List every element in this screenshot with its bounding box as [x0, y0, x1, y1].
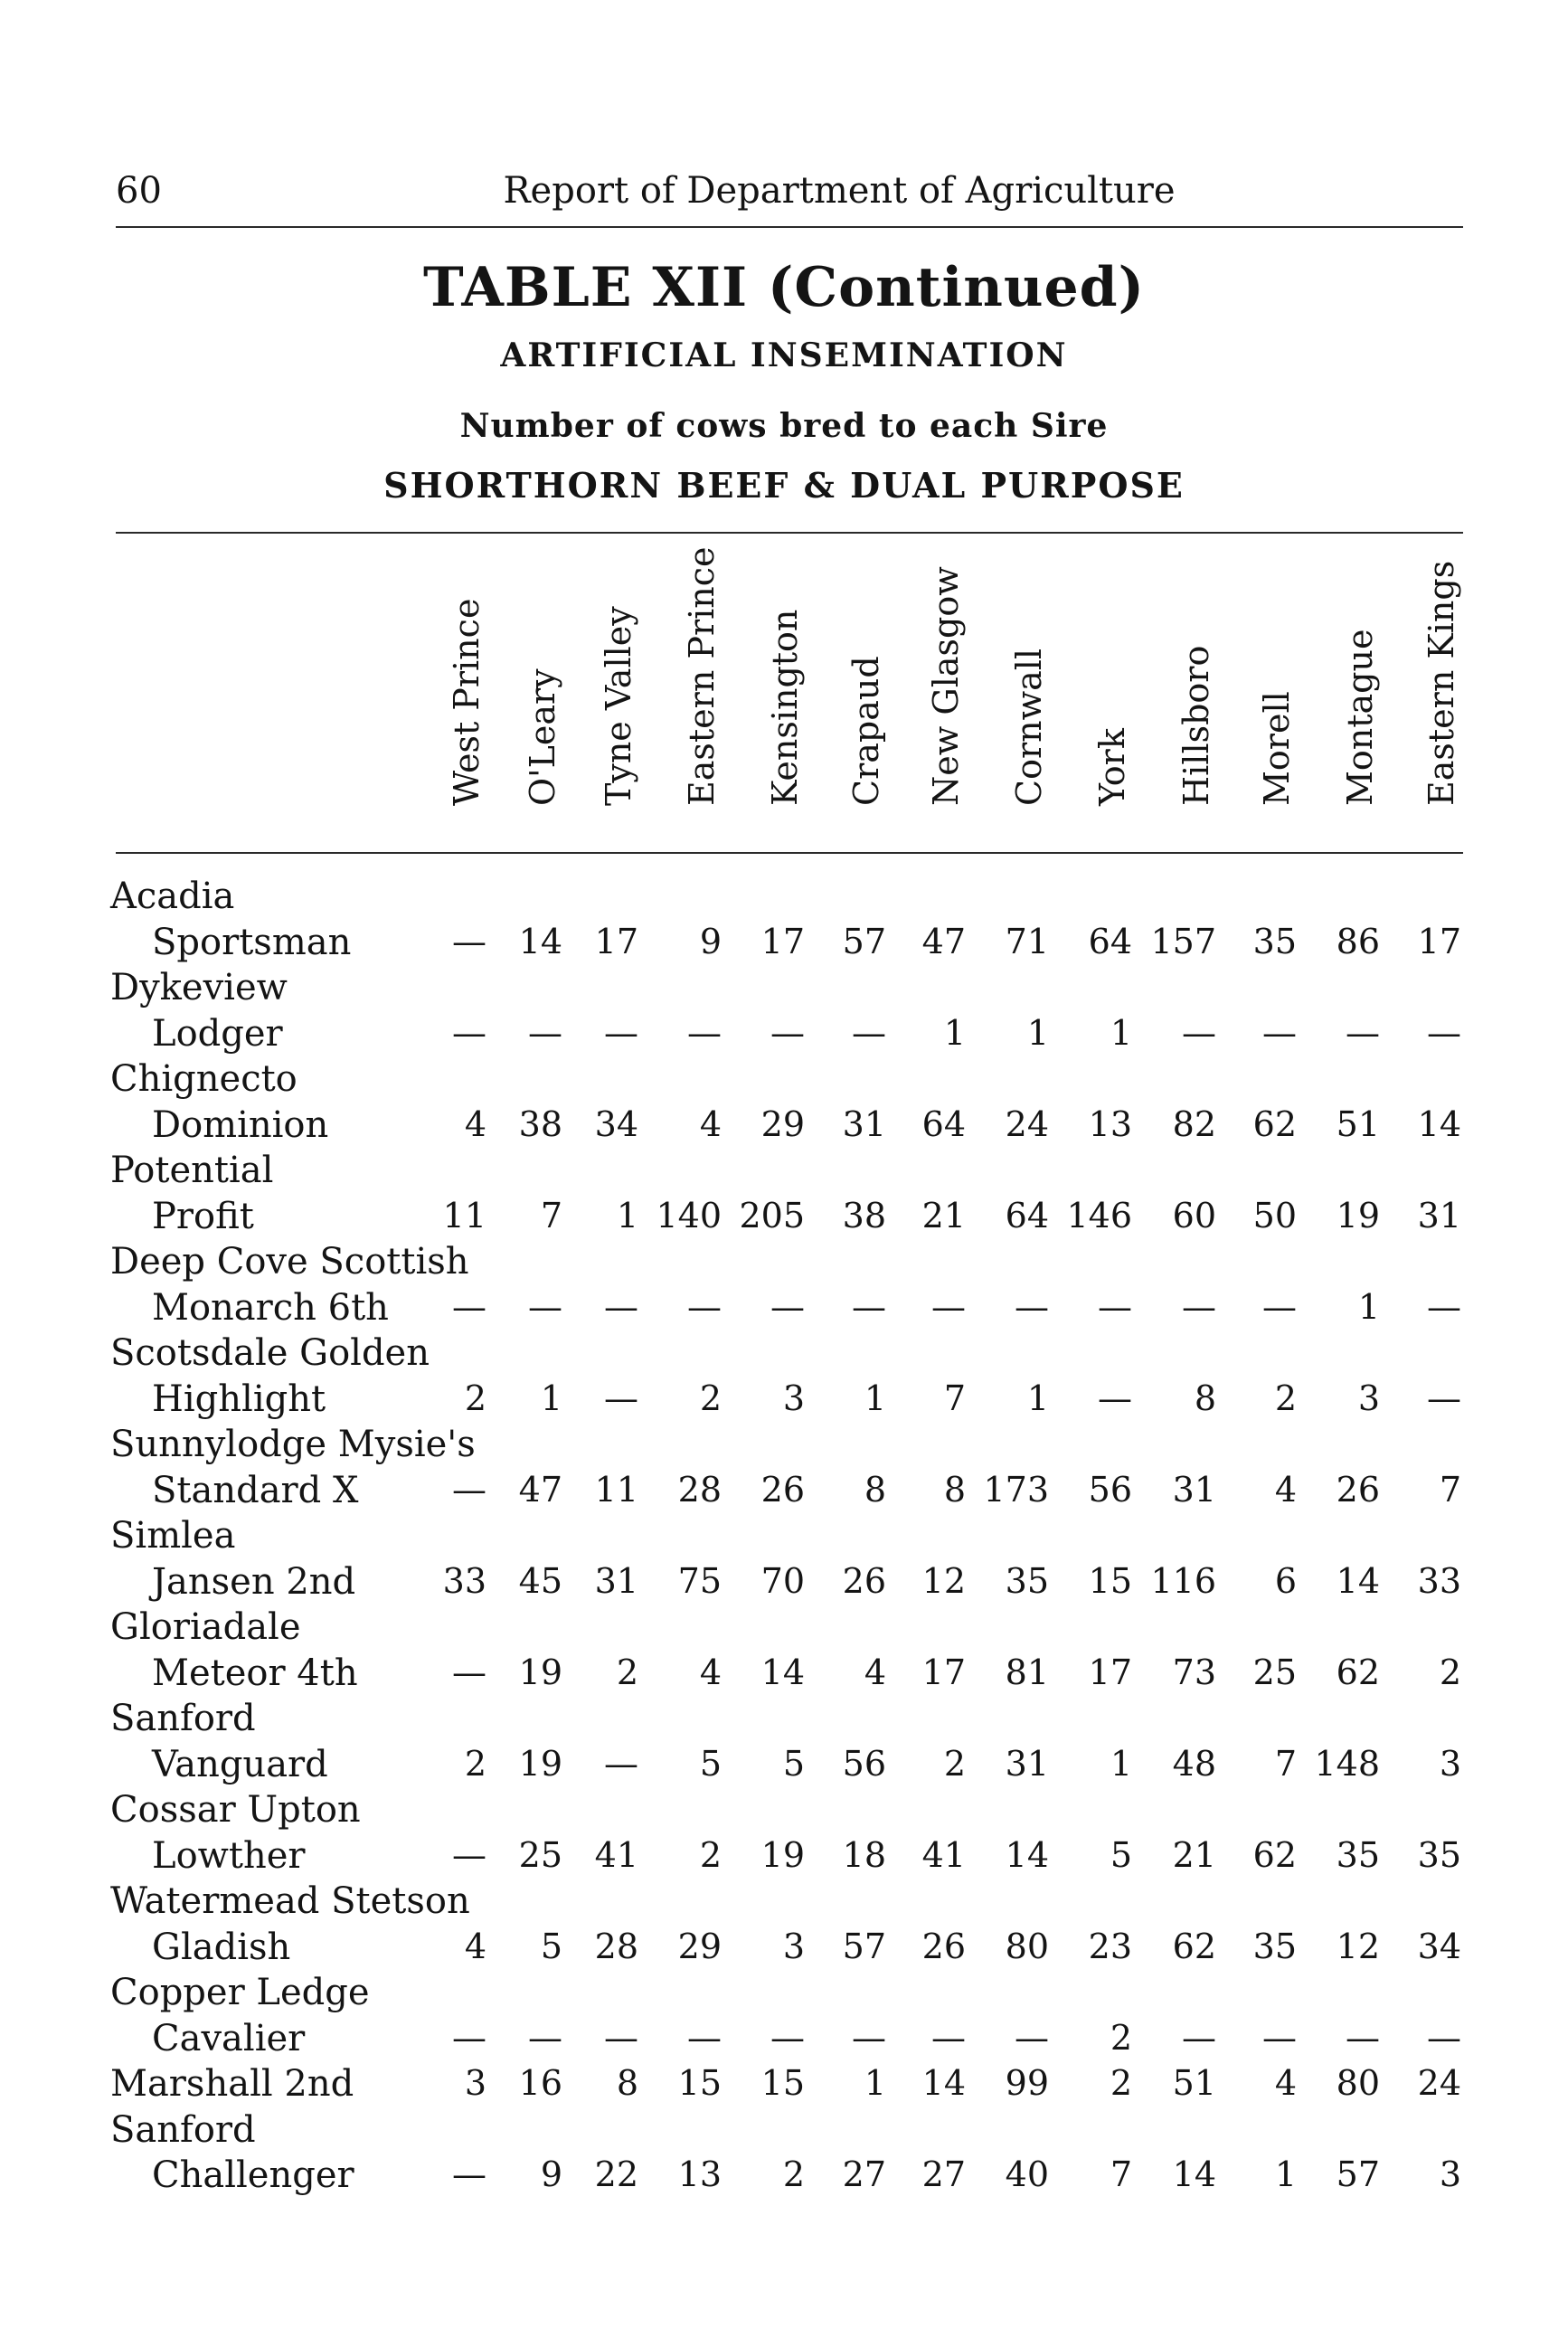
table-cell: —	[687, 1286, 722, 1327]
table-cell: 24	[1417, 2063, 1461, 2103]
table-cell: 4	[464, 1103, 486, 1144]
table-cell: 1	[616, 1195, 638, 1236]
table-cell: 14	[921, 2063, 966, 2103]
table-cell: 38	[518, 1103, 562, 1144]
sire-name: Challenger	[152, 2154, 354, 2196]
table-cell: 73	[1172, 1652, 1216, 1692]
table-cell: —	[528, 2017, 562, 2058]
sire-name-prefix-row	[0, 1789, 1568, 1834]
table-cell: 1	[1026, 1378, 1049, 1418]
table-cell: —	[852, 1286, 886, 1327]
table-cell: —	[1427, 1012, 1461, 1053]
table-cell: 31	[1172, 1469, 1216, 1510]
sire-name: Lowther	[152, 1834, 306, 1877]
table-cell: 1	[943, 1012, 966, 1053]
table-cell: —	[528, 1012, 562, 1053]
table-cell: 13	[1088, 1103, 1132, 1144]
table-cell: 3	[1439, 1743, 1461, 1784]
table-cell: 5	[782, 1743, 805, 1784]
column-header	[747, 547, 823, 846]
table-cell: —	[687, 1012, 722, 1053]
table-cell: —	[770, 1012, 805, 1053]
table-cell: 4	[699, 1652, 722, 1692]
table-cell: 80	[1005, 1926, 1049, 1966]
table-cell: 11	[594, 1469, 638, 1510]
table-title: TABLE XII (Continued)	[422, 256, 1146, 319]
table-cell: 31	[842, 1103, 886, 1144]
table-cell: 12	[1336, 1926, 1380, 1966]
table-row	[0, 1287, 1568, 1332]
table-cell: 3	[782, 1378, 805, 1418]
table-cell: 17	[760, 921, 805, 961]
table-cell: 31	[1005, 1743, 1049, 1784]
table-cell: —	[1182, 1286, 1216, 1327]
table-cell: 56	[1088, 1469, 1132, 1510]
table-cell: 57	[842, 921, 886, 961]
table-cell: 25	[518, 1834, 562, 1875]
table-row	[0, 1013, 1568, 1058]
column-header	[1239, 547, 1315, 846]
column-header	[1403, 547, 1479, 846]
table-cell: 2	[464, 1743, 486, 1784]
sire-name-prefix-row	[0, 2109, 1568, 2154]
table-cell: 35	[1417, 1834, 1461, 1875]
sire-name-prefix: Sanford	[110, 2108, 256, 2151]
sire-name-prefix-row	[0, 1606, 1568, 1652]
table-cell: —	[852, 2017, 886, 2058]
table-cell: 47	[921, 921, 966, 961]
table-cell: 14	[1005, 1834, 1049, 1875]
column-header-label: Eastern Kings	[1422, 560, 1461, 806]
table-cell: 7	[1439, 1469, 1461, 1510]
sire-name-prefix: Scotsdale Golden	[110, 1332, 430, 1374]
sire-name: Vanguard	[152, 1743, 328, 1785]
sire-name-prefix: Gloriadale	[110, 1606, 301, 1648]
table-cell: —	[452, 1012, 486, 1053]
table-cell: 19	[760, 1834, 805, 1875]
table-cell: 40	[1005, 2154, 1049, 2194]
column-header-label: Crapaud	[846, 656, 886, 806]
table-cell: 1	[1274, 2154, 1297, 2194]
table-cell: 48	[1172, 1743, 1216, 1784]
column-header-label: West Prince	[447, 598, 486, 806]
table-cell: 21	[1172, 1834, 1216, 1875]
table-cell: 51	[1172, 2063, 1216, 2103]
table-cell: —	[1182, 2017, 1216, 2058]
table-cell: 15	[1088, 1560, 1132, 1601]
table-cell: 140	[656, 1195, 722, 1236]
table-header-rule	[116, 852, 1463, 854]
sire-name-prefix-row	[0, 1150, 1568, 1195]
table-cell: 7	[540, 1195, 562, 1236]
table-cell: 7	[1110, 2154, 1132, 2194]
table-row	[0, 1835, 1568, 1880]
table-cell: 35	[1252, 1926, 1297, 1966]
table-cell: 29	[760, 1103, 805, 1144]
table-row	[0, 1927, 1568, 1972]
table-cell: —	[1427, 1286, 1461, 1327]
table-cell: 27	[842, 2154, 886, 2194]
table-cell: 62	[1252, 1834, 1297, 1875]
table-cell: 35	[1252, 921, 1297, 961]
table-cell: 1	[1357, 1286, 1380, 1327]
table-cell: 31	[594, 1560, 638, 1601]
table-cell: 45	[518, 1560, 562, 1601]
running-head: Report of Department of Agriculture	[503, 170, 1176, 212]
table-cell: 13	[677, 2154, 722, 2194]
table-cell: 2	[1110, 2063, 1132, 2103]
table-cell: 1	[540, 1378, 562, 1418]
sire-name-prefix: Copper Ledge	[110, 1972, 370, 2013]
table-cell: —	[1015, 1286, 1049, 1327]
table-cell: 86	[1336, 921, 1380, 961]
table-cell: —	[931, 1286, 966, 1327]
column-header	[581, 547, 656, 846]
table-cell: 5	[1110, 1834, 1132, 1875]
table-cell: 34	[594, 1103, 638, 1144]
table-cell: —	[1262, 2017, 1297, 2058]
table-cell: 64	[1005, 1195, 1049, 1236]
table-row	[0, 1104, 1568, 1150]
sire-name: Meteor 4th	[152, 1652, 358, 1694]
table-cell: 12	[921, 1560, 966, 1601]
table-cell: 64	[1088, 921, 1132, 961]
table-cell: 3	[1357, 1378, 1380, 1418]
table-cell: 2	[1439, 1652, 1461, 1692]
sire-name-prefix-row	[0, 1332, 1568, 1378]
table-cell: 60	[1172, 1195, 1216, 1236]
sire-name-prefix: Simlea	[110, 1515, 236, 1557]
header-line	[116, 161, 1463, 224]
table-row	[0, 1378, 1568, 1424]
table-cell: —	[1015, 2017, 1049, 2058]
sire-name-prefix-row	[0, 1515, 1568, 1560]
table-cell: 4	[699, 1103, 722, 1144]
table-cell: 15	[760, 2063, 805, 2103]
sire-name-prefix-row	[0, 967, 1568, 1012]
table-row	[0, 2154, 1568, 2200]
sire-name: Dominion	[152, 1103, 329, 1146]
header-rule	[116, 226, 1463, 228]
column-header-label: Tyne Valley	[599, 606, 638, 806]
table-cell: —	[1098, 1378, 1132, 1418]
table-cell: 5	[699, 1743, 722, 1784]
table-cell: 17	[921, 1652, 966, 1692]
table-cell: 1	[1026, 1012, 1049, 1053]
table-cell: —	[1098, 1286, 1132, 1327]
table-cell: 2	[943, 1743, 966, 1784]
table-cell: 9	[699, 921, 722, 961]
table-cell: —	[770, 2017, 805, 2058]
sire-name: Standard X	[152, 1469, 359, 1511]
sire-name: Cavalier	[152, 2017, 306, 2059]
table-cell: 146	[1066, 1195, 1132, 1236]
column-header	[1074, 547, 1150, 846]
table-cell: 50	[1252, 1195, 1297, 1236]
table-cell: 14	[1336, 1560, 1380, 1601]
table-cell: —	[604, 1286, 638, 1327]
table-cell: 116	[1150, 1560, 1216, 1601]
table-cell: 2	[616, 1652, 638, 1692]
column-header	[828, 547, 904, 846]
table-cell: 31	[1417, 1195, 1461, 1236]
table-cell: 33	[442, 1560, 486, 1601]
table-cell: 24	[1005, 1103, 1049, 1144]
table-cell: 81	[1005, 1652, 1049, 1692]
column-header	[664, 547, 740, 846]
table-row	[0, 1470, 1568, 1515]
table-cell: 4	[1274, 1469, 1297, 1510]
table-cell: —	[452, 2017, 486, 2058]
table-row	[0, 2018, 1568, 2063]
table-cell: 6	[1274, 1560, 1297, 1601]
table-cell: 75	[677, 1560, 722, 1601]
table-cell: 71	[1005, 921, 1049, 961]
column-header	[1158, 547, 1234, 846]
table-cell: —	[770, 1286, 805, 1327]
column-header-label: Morell	[1257, 691, 1297, 806]
table-row	[0, 2063, 1568, 2108]
table-cell: —	[604, 1012, 638, 1053]
table-caption: Number of cows bred to each Sire	[459, 407, 1109, 445]
table-cell: 8	[864, 1469, 886, 1510]
table-cell: 80	[1336, 2063, 1380, 2103]
table-cell: 4	[464, 1926, 486, 1966]
table-cell: 1	[1110, 1012, 1132, 1053]
sire-name-prefix: Sunnylodge Mysie's	[110, 1424, 476, 1465]
table-cell: 3	[1439, 2154, 1461, 2194]
sire-name: Monarch 6th	[152, 1286, 389, 1329]
table-cell: 2	[782, 2154, 805, 2194]
table-cell: 57	[1336, 2154, 1380, 2194]
table-cell: 64	[921, 1103, 966, 1144]
table-cell: 99	[1005, 2063, 1049, 2103]
table-cell: 8	[943, 1469, 966, 1510]
table-cell: —	[604, 1743, 638, 1784]
column-header	[991, 547, 1067, 846]
table-cell: 2	[699, 1378, 722, 1418]
table-cell: —	[452, 1834, 486, 1875]
table-cell: 8	[616, 2063, 638, 2103]
table-cell: 62	[1172, 1926, 1216, 1966]
table-cell: 17	[1417, 921, 1461, 961]
table-cell: —	[1262, 1286, 1297, 1327]
column-header-label: Eastern Prince	[682, 546, 722, 806]
table-cell: 22	[594, 2154, 638, 2194]
sire-name-prefix: Sanford	[110, 1698, 256, 1739]
table-cell: 51	[1336, 1103, 1380, 1144]
table-cell: 57	[842, 1926, 886, 1966]
table-cell: 19	[518, 1743, 562, 1784]
table-cell: 62	[1252, 1103, 1297, 1144]
column-header-label: York	[1092, 728, 1132, 806]
table-cell: 148	[1314, 1743, 1380, 1784]
table-cell: 35	[1005, 1560, 1049, 1601]
table-cell: —	[452, 1652, 486, 1692]
table-cell: 4	[864, 1652, 886, 1692]
column-header-label: Kensington	[765, 609, 805, 806]
sire-name-prefix-row	[0, 876, 1568, 921]
table-cell: 14	[1417, 1103, 1461, 1144]
page-number: 60	[116, 170, 162, 212]
table-cell: —	[452, 2154, 486, 2194]
table-cell: 3	[464, 2063, 486, 2103]
column-header	[505, 547, 581, 846]
table-cell: 70	[760, 1560, 805, 1601]
sire-name-prefix: Chignecto	[110, 1058, 298, 1100]
table-cell: 14	[1172, 2154, 1216, 2194]
table-cell: 25	[1252, 1652, 1297, 1692]
table-cell: 26	[921, 1926, 966, 1966]
table-section: SHORTHORN BEEF & DUAL PURPOSE	[383, 465, 1185, 506]
column-header	[908, 547, 984, 846]
table-row	[0, 922, 1568, 967]
table-cell: 26	[1336, 1469, 1380, 1510]
sire-name-prefix-row	[0, 1424, 1568, 1469]
table-cell: 205	[739, 1195, 805, 1236]
table-cell: 41	[921, 1834, 966, 1875]
table-cell: 35	[1336, 1834, 1380, 1875]
table-cell: 7	[1274, 1743, 1297, 1784]
table-subtitle: ARTIFICIAL INSEMINATION	[500, 336, 1068, 374]
table-cell: 17	[1088, 1652, 1132, 1692]
table-cell: —	[452, 1469, 486, 1510]
sire-name: Highlight	[152, 1378, 326, 1420]
column-header-label: Cornwall	[1009, 648, 1049, 806]
column-header-label: New Glasgow	[926, 566, 966, 806]
sire-name-prefix-row	[0, 1058, 1568, 1103]
table-cell: 2	[1274, 1378, 1297, 1418]
column-header	[429, 547, 505, 846]
table-cell: 33	[1417, 1560, 1461, 1601]
table-row	[0, 1744, 1568, 1789]
table-cell: 19	[518, 1652, 562, 1692]
table-cell: —	[1427, 1378, 1461, 1418]
table-cell: 14	[518, 921, 562, 961]
table-row	[0, 1561, 1568, 1606]
sire-name: Gladish	[152, 1926, 291, 1968]
table-cell: 5	[540, 1926, 562, 1966]
sire-name: Profit	[152, 1195, 254, 1237]
sire-name-prefix: Watermead Stetson	[110, 1880, 470, 1922]
table-cell: 7	[943, 1378, 966, 1418]
table-cell: 2	[1110, 2017, 1132, 2058]
table-cell: 34	[1417, 1926, 1461, 1966]
table-cell: —	[452, 1286, 486, 1327]
table-cell: 26	[842, 1560, 886, 1601]
table-cell: 2	[464, 1378, 486, 1418]
table-row	[0, 1652, 1568, 1698]
table-cell: 4	[1274, 2063, 1297, 2103]
table-cell: —	[1346, 2017, 1380, 2058]
table-cell: 41	[594, 1834, 638, 1875]
table-cell: 2	[699, 1834, 722, 1875]
table-cell: —	[1427, 2017, 1461, 2058]
table-cell: 8	[1194, 1378, 1216, 1418]
table-cell: —	[604, 1378, 638, 1418]
table-cell: 18	[842, 1834, 886, 1875]
sire-name: Jansen 2nd	[152, 1560, 356, 1603]
table-cell: —	[931, 2017, 966, 2058]
sire-name-prefix-row	[0, 1241, 1568, 1286]
table-cell: 17	[594, 921, 638, 961]
table-cell: 1	[1110, 1743, 1132, 1784]
table-cell: 82	[1172, 1103, 1216, 1144]
table-cell: 62	[1336, 1652, 1380, 1692]
table-cell: 26	[760, 1469, 805, 1510]
table-cell: 157	[1150, 921, 1216, 961]
table-cell: 47	[518, 1469, 562, 1510]
table-cell: 15	[677, 2063, 722, 2103]
table-cell: 1	[864, 2063, 886, 2103]
table-cell: 3	[782, 1926, 805, 1966]
table-cell: 1	[864, 1378, 886, 1418]
sire-name-prefix: Acadia	[110, 876, 235, 917]
table-cell: 11	[442, 1195, 486, 1236]
table-cell: 19	[1336, 1195, 1380, 1236]
table-cell: 14	[760, 1652, 805, 1692]
table-cell: 56	[842, 1743, 886, 1784]
table-cell: —	[1182, 1012, 1216, 1053]
table-cell: 28	[594, 1926, 638, 1966]
table-cell: 29	[677, 1926, 722, 1966]
table-top-rule	[116, 532, 1463, 534]
sire-name: Sportsman	[152, 921, 352, 963]
table-row	[0, 1196, 1568, 1241]
table-cell: —	[604, 2017, 638, 2058]
table-cell: 16	[518, 2063, 562, 2103]
column-header-label: O'Leary	[523, 668, 562, 806]
table-cell: 28	[677, 1469, 722, 1510]
table-cell: 21	[921, 1195, 966, 1236]
column-header-label: Montague	[1340, 629, 1380, 806]
sire-name-prefix: Dykeview	[110, 967, 288, 1008]
sire-name: Marshall 2nd	[110, 2063, 354, 2105]
table-cell: —	[1262, 1012, 1297, 1053]
table-cell: 23	[1088, 1926, 1132, 1966]
sire-name-prefix-row	[0, 1698, 1568, 1743]
sire-name-prefix: Cossar Upton	[110, 1789, 361, 1831]
table-cell: 173	[983, 1469, 1049, 1510]
sire-name-prefix: Deep Cove Scottish	[110, 1241, 469, 1283]
sire-name: Lodger	[152, 1012, 283, 1055]
table-cell: 27	[921, 2154, 966, 2194]
sire-name-prefix-row	[0, 1880, 1568, 1926]
sire-name-prefix-row	[0, 1972, 1568, 2017]
column-header-label: Hillsboro	[1176, 645, 1216, 806]
table-cell: —	[852, 1012, 886, 1053]
sire-name-prefix: Potential	[110, 1150, 274, 1191]
table-cell: —	[452, 921, 486, 961]
table-cell: 38	[842, 1195, 886, 1236]
table-cell: —	[687, 2017, 722, 2058]
column-header	[1322, 547, 1398, 846]
table-cell: —	[528, 1286, 562, 1327]
table-cell: —	[1346, 1012, 1380, 1053]
table-cell: 9	[540, 2154, 562, 2194]
